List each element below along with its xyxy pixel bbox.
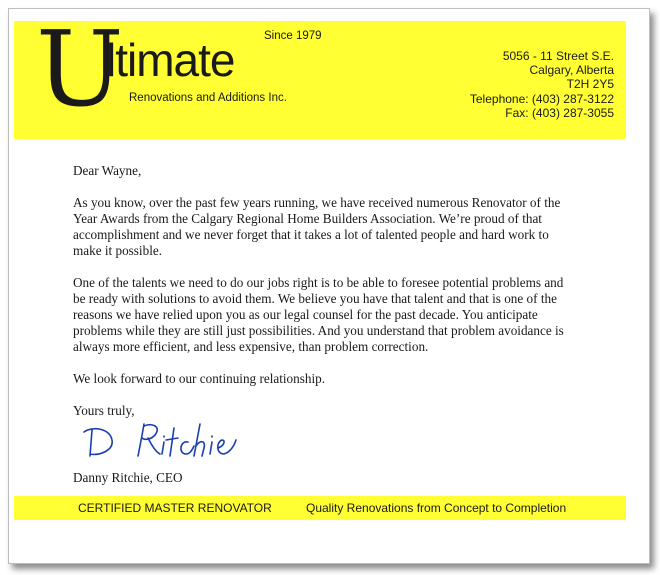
address-street: 5056 - 11 Street S.E.: [502, 49, 614, 63]
logo-wordmark: ltimate: [106, 34, 235, 86]
letterhead-banner: [14, 8, 626, 139]
paragraph: As you know, over the past few years running, we have received numerous Renovator of the Year Awards from the Calgary Regional Home Builders Association. We’re proud of that accomplishment and we never forget that it takes a lot of talented people and hard work to make it possible.: [73, 195, 561, 258]
closing: Yours truly,: [73, 403, 135, 418]
company-slogan: Quality Renovations from Concept to Completion: [306, 501, 567, 515]
handwritten-signature: [80, 418, 240, 466]
certification-label: CERTIFIED MASTER RENOVATOR: [78, 501, 272, 515]
address-telephone: Telephone: (403) 287-3122: [469, 91, 614, 106]
paragraph: One of the talents we need to do our jobs right is to be able to foresee potential problems and be ready with solutions to avoid them. We believe you have that talent and that is one of the reasons we have relied upon you as our legal counsel for the past decade. You anticipate problems while they are still just possibilities. And you understand that problem avoidance is always more efficient, and less expensive, than problem correction.: [73, 275, 564, 354]
since-year: Since 1979: [264, 30, 322, 42]
logo-initial: U: [36, 8, 122, 130]
signer-name: Danny Ritchie, CEO: [73, 470, 183, 485]
paragraph: We look forward to our continuing relationship.: [73, 371, 326, 386]
company-address: [470, 49, 614, 120]
footer-banner: [14, 496, 626, 520]
company-tagline: Renovations and Additions Inc.: [129, 92, 287, 104]
address-postal: T2H 2Y5: [566, 77, 614, 92]
address-city: Calgary, Alberta: [529, 63, 614, 78]
address-fax: Fax: (403) 287-3055: [505, 105, 614, 120]
salutation: Dear Wayne,: [73, 163, 142, 178]
letter-body: [73, 163, 573, 435]
